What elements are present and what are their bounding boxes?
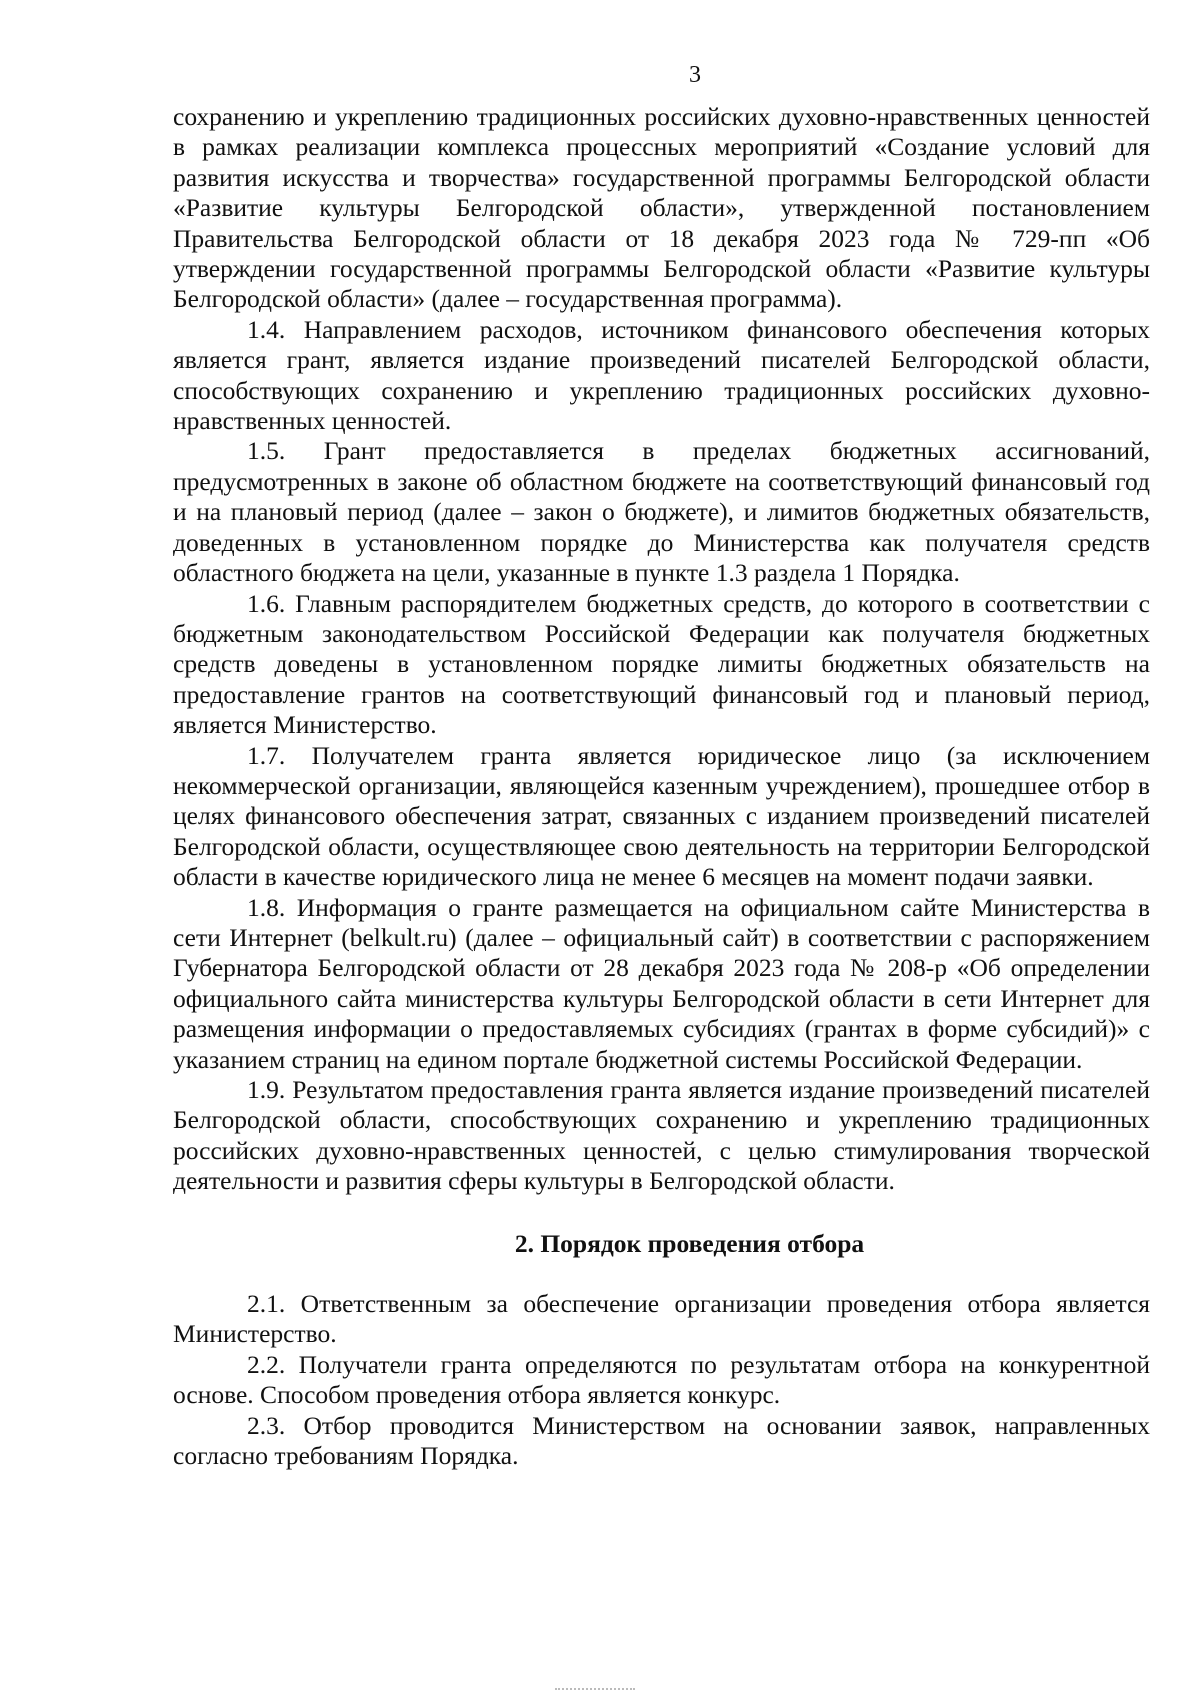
paragraph-1-6: 1.6. Главным распорядителем бюджетных средств, до которого в соответствии с бюджетным законодательством Российской Федерации как получателя бюджетных средств доведены в установленном порядке лимиты бюджетных обязательств на предоставление грантов на соответствующий финансовый год и плановый период, является Министерство. <box>173 588 1150 740</box>
paragraph-1-8: 1.8. Информация о гранте размещается на официальном сайте Министерства в сети Интернет (belkult.ru) (далее – официальный сайт) в соответствии с распоряжением Губернатора Белгородской области от 28 декабря 2023 года № 208-р «Об определении официального сайта министерства культуры Белгородской области в сети Интернет для размещения информации о предоставляемых субсидиях (грантах в форме субсидий)» с указанием страниц на едином портале бюджетной системы Российской Федерации. <box>173 892 1150 1074</box>
paragraph-2-1: 2.1. Ответственным за обеспечение организации проведения отбора является Министерство. <box>173 1289 1150 1349</box>
paragraph-2-3: 2.3. Отбор проводится Министерством на основании заявок, направленных согласно требованиям Порядка. <box>173 1410 1150 1471</box>
document-body <box>173 102 1150 1471</box>
section-heading: 2. Порядок проведения отбора <box>514 1228 865 1258</box>
paragraph-1-5: 1.5. Грант предоставляется в пределах бюджетных ассигнований, предусмотренных в законе об областном бюджете на соответствующий финансовый год и на плановый период (далее – закон о бюджете), и лимитов бюджетных обязательств, доведенных в установленном порядке до Министерства как получателя средств областного бюджета на цели, указанные в пункте 1.3 раздела 1 Порядка. <box>173 436 1150 588</box>
paragraph-continuation: сохранению и укреплению традиционных российских духовно-нравственных ценностей в рамках реализации комплекса процессных мероприятий «Создание условий для развития искусства и творчества» государственной программы Белгородской области «Развитие культуры Белгородской области», утвержденной постановлением Правительства Белгородской области от 18 декабря 2023 года № 729-пп «Об утверждении государственной программы Белгородской области «Развитие культуры Белгородской области» (далее – государственная программа). <box>173 102 1150 314</box>
paragraph-2-2: 2.2. Получатели гранта определяются по результатам отбора на конкурентной основе. Способом проведения отбора является конкурс. <box>173 1349 1150 1410</box>
paragraph-1-4: 1.4. Направлением расходов, источником финансового обеспечения которых является грант, является издание произведений писателей Белгородской области, способствующих сохранению и укреплению традиционных российских духовно-нравственных ценностей. <box>173 314 1150 436</box>
paragraph-1-7: 1.7. Получателем гранта является юридическое лицо (за исключением некоммерческой организации, являющейся казенным учреждением), прошедшее отбор в целях финансового обеспечения затрат, связанных с изданием произведений писателей Белгородской области, осуществляющее свою деятельность на территории Белгородской области в качестве юридического лица не менее 6 месяцев на момент подачи заявки. <box>173 740 1150 892</box>
page-number: 3 <box>689 62 701 88</box>
paragraph-1-9: 1.9. Результатом предоставления гранта является издание произведений писателей Белгородской области, способствующих сохранению и укреплению традиционных российских духовно-нравственных ценностей, с целью стимулирования творческой деятельности и развития сферы культуры в Белгородской области. <box>173 1075 1150 1196</box>
page-bottom-mark <box>555 1688 635 1694</box>
